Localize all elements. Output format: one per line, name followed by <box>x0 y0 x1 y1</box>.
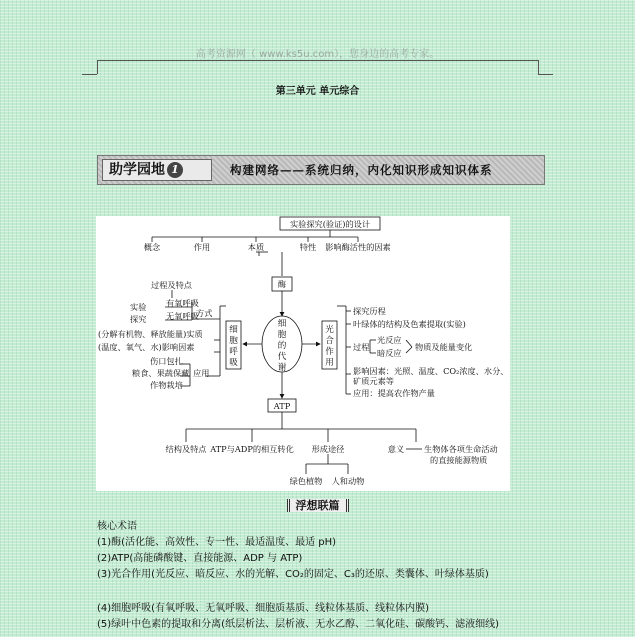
header-rule-left-stub <box>82 74 97 75</box>
section-banner <box>97 155 545 185</box>
term-line-1: (1)酶(活化能、高效性、专一性、最适温度、最适 pH) <box>97 537 337 548</box>
photo-history-label: 探究历程 <box>353 306 386 316</box>
header-rule-right-tick <box>538 60 539 74</box>
header-rule-right-stub <box>538 74 553 75</box>
atp-meaning-desc-1: 生物体各项生命活动 <box>424 444 498 454</box>
resp-essence-label: (分解有机物、释放能量)实质 <box>98 329 203 339</box>
enzyme-function-label: 作用 <box>193 242 211 252</box>
resp-crop-label: 作物栽培 <box>150 380 183 390</box>
enzyme-node-label: 酶 <box>277 279 287 289</box>
resp-aerobic-label: 有氧呼吸 <box>166 298 199 308</box>
enzyme-factors-label: 影响酶活性的因素 <box>325 242 391 252</box>
photo-pigments-label: 叶绿体的结构及色素提取(实验) <box>353 319 466 329</box>
photo-dark-label: 暗反应 <box>377 348 402 358</box>
enzyme-nature-label: 本质 <box>247 242 265 252</box>
atp-plants-label: 绿色植物 <box>289 476 323 486</box>
respiration-node-label: 细胞呼吸 <box>229 325 238 368</box>
term-line-4: (4)细胞呼吸(有氧呼吸、无氧呼吸、细胞质基质、线粒体基质、线粒体内膜) <box>97 603 429 614</box>
atp-formation-label: 形成途径 <box>311 444 345 454</box>
resp-explore-label: 探究 <box>130 314 147 324</box>
atp-conversion-label: ATP与ADP的相互转化 <box>210 444 294 454</box>
unit-title: 第三单元 单元综合 <box>275 86 360 97</box>
term-line-2: (2)ATP(高能磷酸键、直接能源、ADP 与 ATP) <box>97 553 303 564</box>
concept-map <box>96 216 510 491</box>
enzyme-traits-label: 特性 <box>299 242 317 252</box>
banner-title: 构建网络——系统归纳，内化知识形成知识体系 <box>230 163 493 177</box>
atp-meaning-label: 意义 <box>387 444 405 454</box>
site-header-text: 高考资源网（ www.ks5u.com），您身边的高考专家。 <box>195 49 440 60</box>
header-rule-left-tick <box>97 60 98 74</box>
photosynthesis-node-label: 光合作用 <box>325 325 334 368</box>
core-terms-heading: 核心术语 <box>97 521 137 532</box>
photo-process-label: 过程 <box>353 342 370 352</box>
atp-node-label: ATP <box>273 401 291 411</box>
resp-process-label: 过程及特点 <box>151 280 192 290</box>
resp-factors-label: (温度、氧气、水)影响因素 <box>98 342 195 352</box>
resp-wound-label: 伤口包扎 <box>150 356 183 366</box>
resp-grain-label: 粮食、果蔬保藏 <box>132 368 190 378</box>
header-rule <box>97 60 538 61</box>
subtitle-heading <box>0 497 635 513</box>
atp-animals-label: 人和动物 <box>331 476 365 486</box>
term-line-3: (3)光合作用(光反应、暗反应、水的光解、CO₂的固定、C₃的还原、类囊体、叶绿体基质) <box>97 569 489 580</box>
resp-experiment-label: 实验 <box>130 302 147 312</box>
resp-application-label: 应用 <box>193 368 210 378</box>
atp-structure-label: 结构及特点 <box>165 444 207 454</box>
term-line-5: (5)绿叶中色素的提取和分离(纸层析法、层析液、无水乙醇、二氧化硅、碳酸钙、滤液细线) <box>97 619 499 630</box>
photo-factors-label: 影响因素：光照、温度、CO₂浓度、水分、 <box>353 366 509 376</box>
banner-tag <box>102 159 212 181</box>
resp-anaerobic-label: 无氧呼吸 <box>166 311 199 321</box>
center-node-label: 细胞的代谢 <box>277 319 287 373</box>
banner-tag-label: 助学园地 <box>109 162 165 178</box>
resp-manner-label: 方式 <box>196 308 213 318</box>
enzyme-concept-label: 概念 <box>143 242 161 252</box>
photo-application-label: 应用：提高农作物产量 <box>353 388 435 398</box>
concept-map-svg <box>96 216 510 491</box>
photo-change-label: 物质及能量变化 <box>415 342 473 352</box>
photo-factors-label-2: 矿质元素等 <box>353 376 394 386</box>
experiment-design-label: 实验探究(验证)的设计 <box>289 219 371 229</box>
atp-meaning-desc-2: 的直接能源物质 <box>430 455 488 465</box>
photo-light-label: 光反应 <box>377 335 402 345</box>
subtitle-text: 浮想联篇 <box>287 499 349 512</box>
banner-number-icon: 1 <box>167 162 183 178</box>
